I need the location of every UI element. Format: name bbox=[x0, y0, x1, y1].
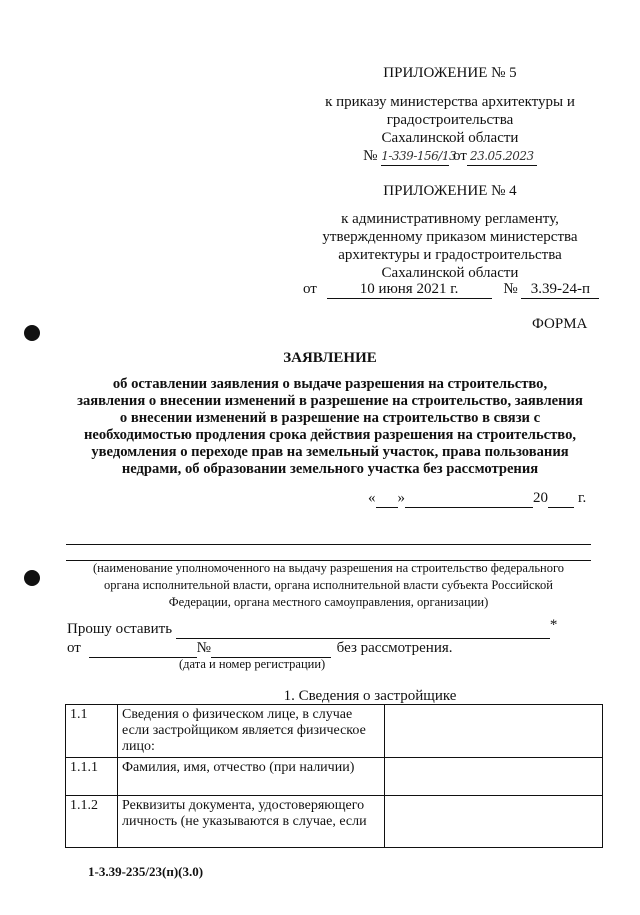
appendix-5-header bbox=[300, 64, 600, 166]
appendix-4-number-value: 3.39-24-п bbox=[521, 280, 599, 299]
appendix-4-date-prefix: от bbox=[303, 281, 317, 297]
section-title: 1. Сведения о застройщике bbox=[283, 688, 457, 704]
date-year-blank[interactable] bbox=[548, 490, 574, 508]
date-month-blank[interactable] bbox=[405, 490, 533, 508]
request-row-1 bbox=[67, 617, 558, 639]
date-year-suffix: г. bbox=[578, 490, 587, 506]
authority-caption-line-3: Федерации, органа местного самоуправления, организации) bbox=[168, 595, 489, 609]
appendix-5-number-handwritten: 1-339-156/13 bbox=[381, 147, 449, 166]
row-description: Реквизиты документа, удостоверяющего личность (не указываются в случае, если bbox=[118, 796, 385, 848]
appendix-5-line2: градостроительства bbox=[386, 112, 514, 128]
request-number-blank[interactable] bbox=[211, 640, 331, 658]
request-date-blank[interactable] bbox=[89, 640, 197, 658]
statement-subtitle bbox=[60, 376, 600, 478]
appendix-4-line2: утвержденному приказом министерства bbox=[322, 229, 578, 245]
table-row bbox=[66, 796, 603, 848]
request-prefix: Прошу оставить bbox=[67, 621, 173, 637]
appendix-5-date-handwritten: 23.05.2023 bbox=[467, 147, 537, 166]
date-year-prefix: 20 bbox=[533, 490, 548, 506]
row-value-cell[interactable] bbox=[385, 796, 603, 848]
appendix-5-number-prefix: № bbox=[363, 148, 378, 164]
punch-hole-top bbox=[24, 325, 40, 341]
authority-caption-line-2: органа исполнительной власти, органа исполнительной власти субъекта Российской bbox=[104, 578, 553, 592]
form-label: ФОРМА bbox=[532, 316, 588, 332]
statement-line-4: необходимостью продления срока действия разрешения на строительство, bbox=[83, 427, 577, 443]
statement-title: ЗАЯВЛЕНИЕ bbox=[283, 350, 377, 366]
date-blank-row bbox=[368, 490, 586, 508]
date-close-quote: » bbox=[397, 490, 405, 506]
appendix-4-title: ПРИЛОЖЕНИЕ № 4 bbox=[383, 183, 517, 199]
row-number: 1.1.1 bbox=[66, 758, 118, 796]
appendix-5-date-prefix: от bbox=[452, 148, 467, 164]
row-description: Сведения о физическом лице, в случае если застройщиком является физическое лицо: bbox=[118, 705, 385, 758]
row-number: 1.1.2 bbox=[66, 796, 118, 848]
developer-info-table bbox=[65, 704, 603, 848]
statement-line-2: заявления о внесении изменений в разрешение на строительство, заявления bbox=[77, 393, 583, 409]
footer-document-code: 1-3.39-235/23(п)(3.0) bbox=[88, 864, 204, 879]
row-description: Фамилия, имя, отчество (при наличии) bbox=[118, 758, 385, 796]
request-subject-blank[interactable] bbox=[176, 621, 550, 639]
statement-line-3: о внесении изменений в разрешение на строительство в связи с bbox=[119, 410, 541, 426]
request-asterisk: * bbox=[549, 617, 558, 633]
request-row-2 bbox=[67, 640, 453, 658]
authority-caption bbox=[66, 560, 591, 611]
authority-caption-line-1: (наименование уполномоченного на выдачу разрешения на строительство федерального bbox=[92, 561, 565, 575]
request-caption: (дата и номер регистрации) bbox=[179, 657, 326, 671]
request-from-label: от bbox=[67, 640, 81, 656]
row-value-cell[interactable] bbox=[385, 705, 603, 758]
statement-line-1: об оставлении заявления о выдаче разрешения на строительство, bbox=[112, 376, 548, 392]
punch-hole-bottom bbox=[24, 570, 40, 586]
appendix-5-number-row bbox=[300, 147, 600, 166]
authority-blank-line-1[interactable] bbox=[66, 544, 591, 545]
row-value-cell[interactable] bbox=[385, 758, 603, 796]
appendix-4-date-value: 10 июня 2021 г. bbox=[327, 280, 492, 299]
request-number-label: № bbox=[196, 640, 211, 656]
appendix-5-title: ПРИЛОЖЕНИЕ № 5 bbox=[383, 65, 517, 81]
table-row bbox=[66, 705, 603, 758]
appendix-5-line3: Сахалинской области bbox=[381, 130, 519, 146]
appendix-4-header bbox=[300, 182, 600, 282]
appendix-4-line1: к административному регламенту, bbox=[341, 211, 559, 227]
appendix-4-number-prefix: № bbox=[503, 281, 518, 297]
request-suffix: без рассмотрения. bbox=[336, 640, 453, 656]
date-open-quote: « bbox=[368, 490, 376, 506]
table-row bbox=[66, 758, 603, 796]
appendix-4-line3: архитектуры и градостроительства bbox=[338, 247, 562, 263]
appendix-4-line4: Сахалинской области bbox=[381, 265, 519, 281]
appendix-4-date-row bbox=[303, 280, 603, 299]
statement-line-5: уведомления о переходе прав на земельный участок, права пользования bbox=[91, 444, 569, 460]
statement-line-6: недрами, об образовании земельного участка без рассмотрения bbox=[121, 461, 539, 477]
date-day-blank[interactable] bbox=[376, 490, 398, 508]
appendix-5-line1: к приказу министерства архитектуры и bbox=[325, 94, 575, 110]
row-number: 1.1 bbox=[66, 705, 118, 758]
